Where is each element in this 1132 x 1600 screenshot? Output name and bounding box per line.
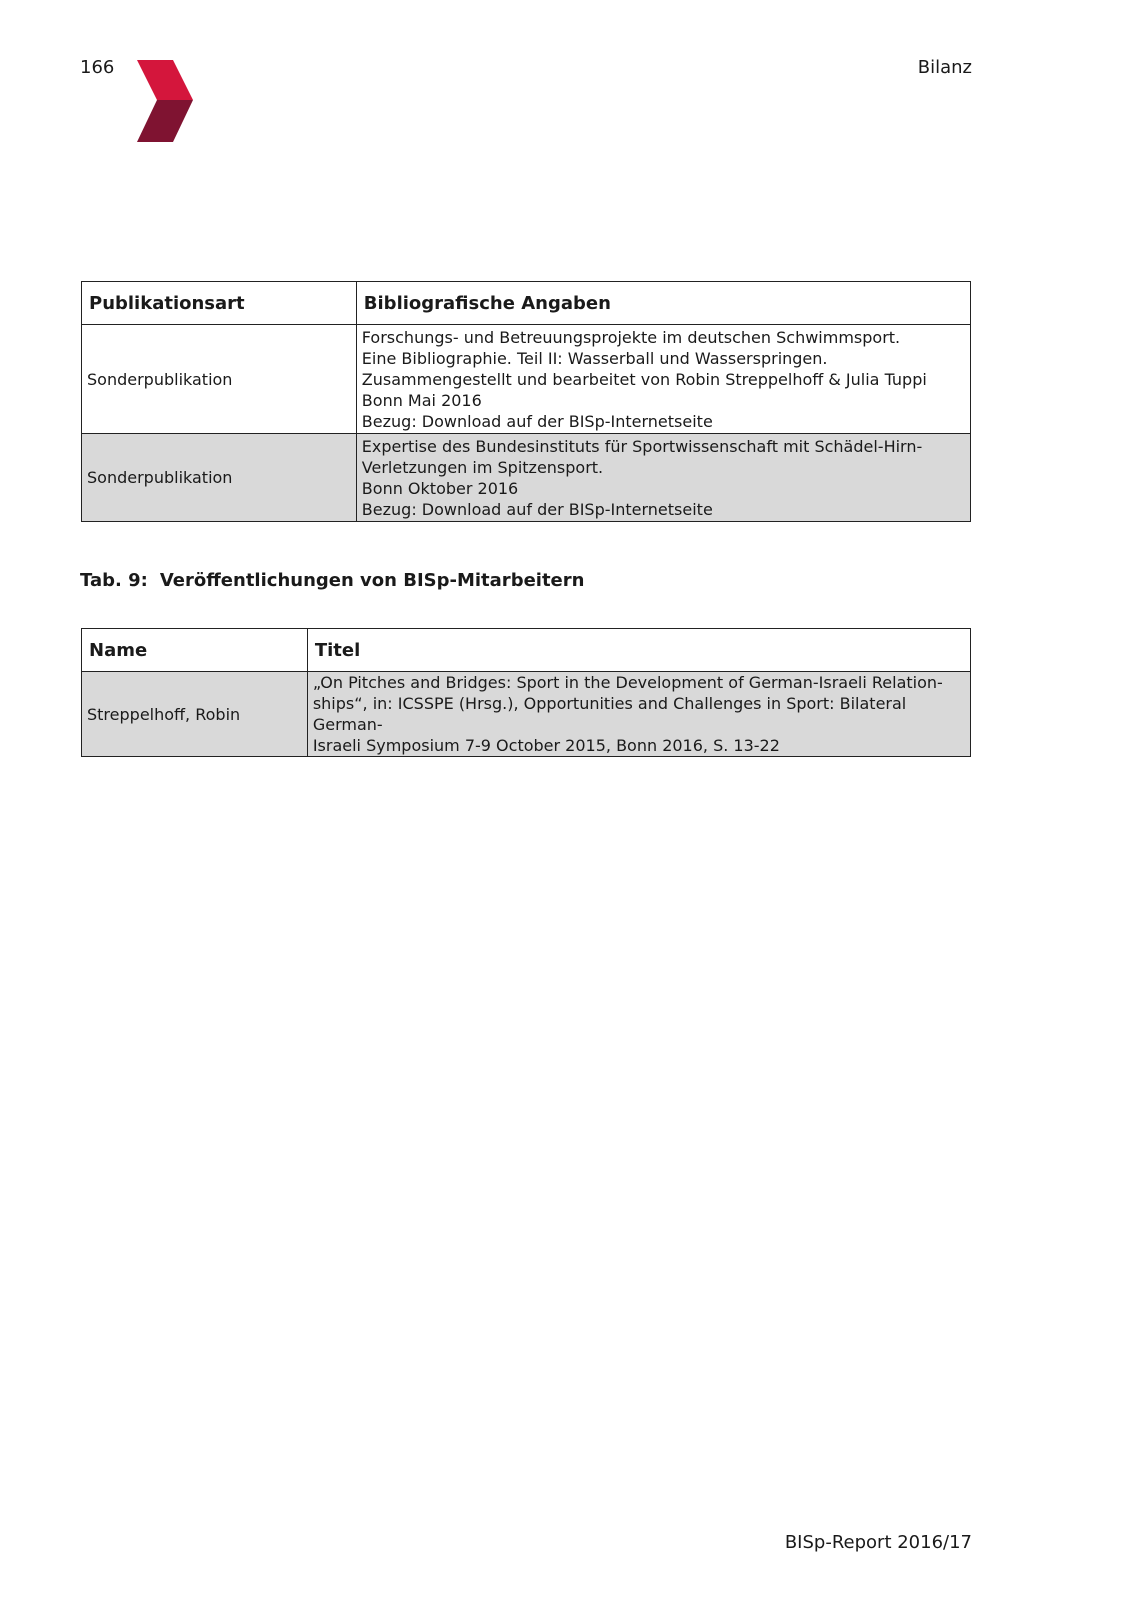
bibliographic-line: Zusammengestellt und bearbeitet von Robin Streppelhoff & Julia Tuppi: [361, 369, 927, 389]
bibliographic-line: Forschungs- und Betreuungsprojekte im deutschen Schwimmsport.: [361, 327, 901, 347]
table-row: [82, 434, 971, 522]
table-caption-text: Veröffentlichungen von BISp-Mitarbeitern: [159, 570, 585, 591]
bibliographic-line: Verletzungen im Spitzensport.: [361, 457, 604, 477]
publication-type-cell: Sonderpublikation: [82, 434, 357, 522]
title-line: ships“, in: ICSSPE (Hrsg.), Opportunities and Challenges in Sport: Bilateral German-: [312, 694, 907, 734]
author-name-cell: Streppelhoff, Robin: [82, 672, 308, 757]
table-row: [82, 672, 971, 757]
column-header-bibliografische-angaben: Bibliografische Angaben: [356, 282, 970, 325]
running-head: Bilanz: [917, 57, 972, 78]
publication-type-cell: Sonderpublikation: [82, 325, 357, 434]
table-row: [82, 325, 971, 434]
bibliographic-line: Bezug: Download auf der BISp-Internetseite: [361, 411, 713, 431]
bibliographic-line: Eine Bibliographie. Teil II: Wasserball und Wasserspringen.: [361, 348, 828, 368]
bibliographic-line: Bonn Mai 2016: [361, 390, 482, 410]
publications-table: [81, 281, 971, 522]
staff-publications-table: [81, 628, 971, 757]
bibliographic-cell: [356, 325, 970, 434]
title-line: „On Pitches and Bridges: Sport in the Development of German-Israeli Relation-: [312, 673, 943, 692]
column-header-publikationsart: Publikationsart: [82, 282, 357, 325]
table-header-row: [82, 629, 971, 672]
footer-report-title: BISp-Report 2016/17: [784, 1532, 972, 1553]
bisp-chevron-logo: [137, 60, 193, 142]
logo-lower-shape: [137, 100, 193, 142]
table-header-row: [82, 282, 971, 325]
title-line: Israeli Symposium 7-9 October 2015, Bonn 2016, S. 13-22: [312, 736, 780, 755]
bibliographic-line: Bonn Oktober 2016: [361, 478, 519, 498]
table-caption: [80, 570, 584, 592]
table-caption-label: Tab. 9:: [80, 570, 148, 591]
column-header-titel: Titel: [307, 629, 970, 672]
publication-title-cell: [307, 672, 970, 757]
page-number: 166: [80, 57, 115, 78]
bibliographic-line: Bezug: Download auf der BISp-Internetseite: [361, 499, 713, 519]
logo-upper-shape: [137, 60, 193, 100]
bibliographic-cell: [356, 434, 970, 522]
bibliographic-line: Expertise des Bundesinstituts für Sportwissenschaft mit Schädel-Hirn-: [361, 436, 923, 456]
column-header-name: Name: [82, 629, 308, 672]
